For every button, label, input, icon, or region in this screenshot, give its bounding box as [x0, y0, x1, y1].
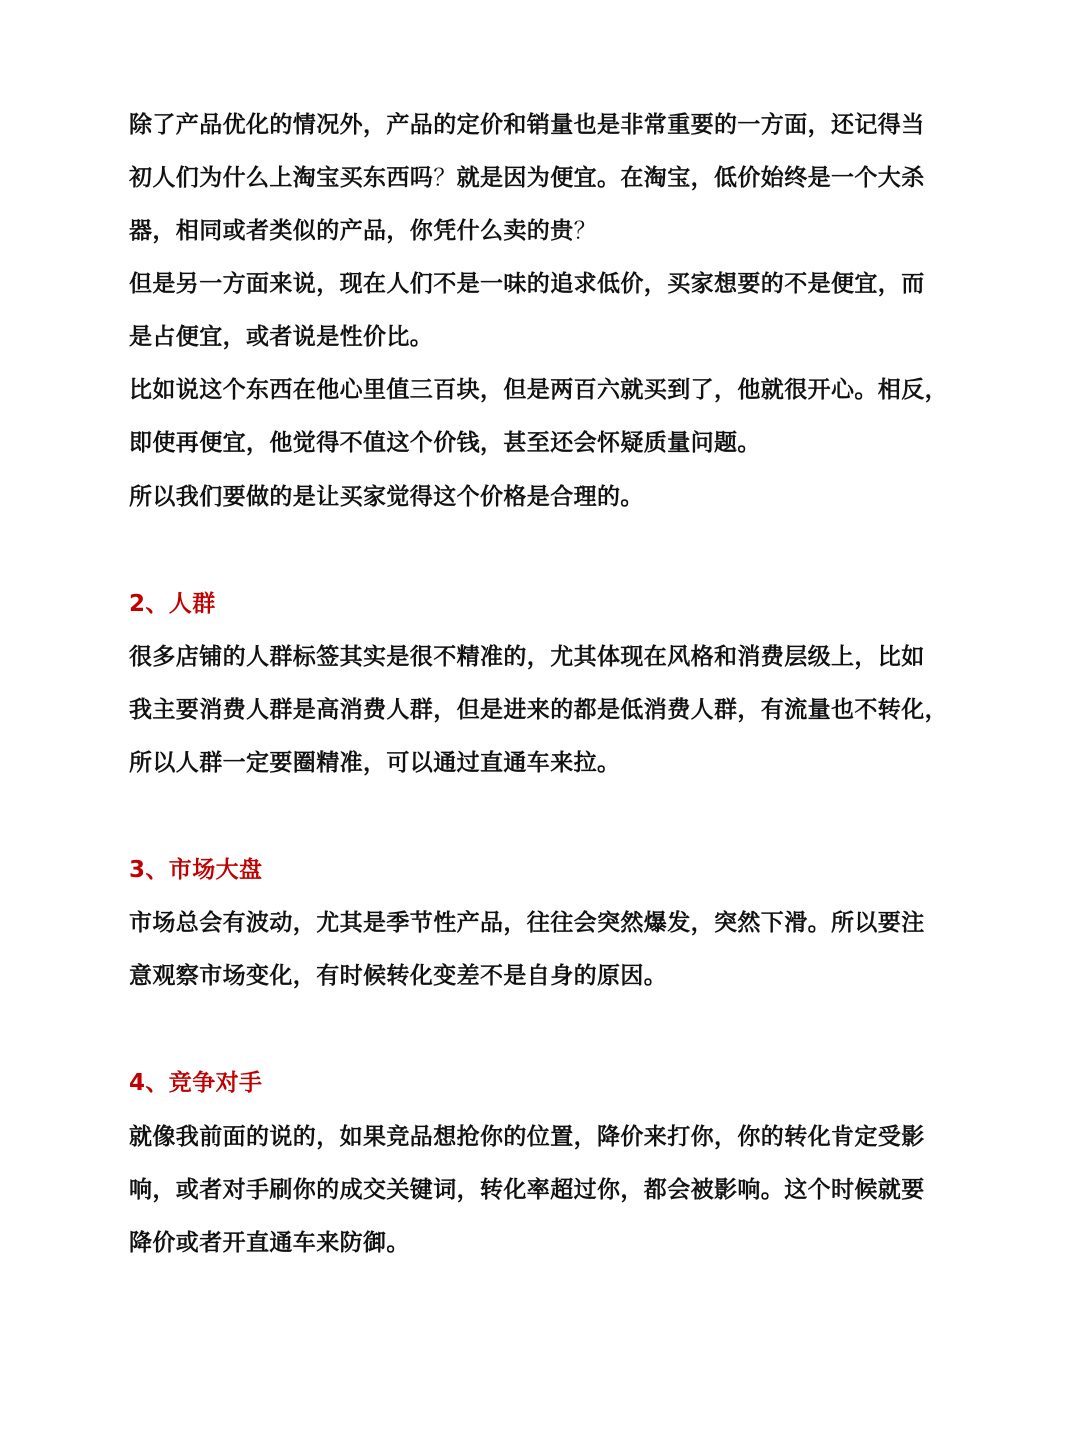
section-3-line-1: [129, 907, 959, 939]
section-4-line-3: 降价或者开直通车来防御。: [129, 1230, 410, 1256]
section-3-line-2: 意观察市场变化，有时候转化变差不是自身的原因。: [129, 963, 668, 989]
section-2-line-1: 很多店铺的人群标签其实是很不精准的，尤其体现在风格和消费层级上，比如: [129, 644, 925, 670]
text-run: 响，或者对手刷你的成交关键词，转化率超过你，都会被影响。: [129, 1177, 785, 1203]
text-run: 器，相同或者类似的产品，你凭什么卖的贵: [129, 218, 574, 244]
paragraph-1-line-2: [129, 162, 959, 194]
section-4-line-1: 就像我前面的说的，如果竞品想抢你的位置，降价来打你，你的转化肯定受影: [129, 1124, 925, 1150]
section-2-line-2: 我主要消费人群是高消费人群，但是进来的都是低消费人群，有流量也不转化，: [129, 697, 948, 723]
text-run: 就是因为便宜。在淘宝，低价始终是一个大杀: [456, 165, 925, 191]
question-mark: ？: [433, 165, 457, 191]
text-run: 初人们为什么上淘宝买东西吗: [129, 165, 434, 191]
text-run-emphasis: 所以要注: [831, 910, 925, 936]
paragraph-2-line-2: 是占便宜，或者说是性价比。: [129, 324, 434, 350]
paragraph-3-line-2: 即使再便宜，他觉得不值这个价钱，甚至还会怀疑质量问题。: [129, 430, 761, 456]
paragraph-2-line-1: [129, 268, 959, 300]
text-run: 但是另一方面来说，现在人们不是一味的追求低价，: [129, 271, 668, 297]
question-mark: ？: [573, 218, 598, 244]
paragraph-3-line-1: 比如说这个东西在他心里值三百块，但是两百六就买到了，他就很开心。相反，: [129, 377, 948, 403]
section-2-line-3: 所以人群一定要圈精准，可以通过直通车来拉。: [129, 750, 621, 776]
section-2-heading: 2、人群: [129, 591, 216, 617]
text-run-emphasis: 买家想要的不是便宜，而: [667, 271, 925, 297]
section-3-heading: 3、市场大盘: [129, 857, 263, 883]
text-run: 市场总会有波动，尤其是季节性产品，往往会突然爆发，突然下滑。: [129, 910, 831, 936]
section-4-line-2: [129, 1174, 959, 1206]
text-run-emphasis: 这个时候就要: [784, 1177, 925, 1203]
paragraph-1-line-3: [129, 215, 959, 247]
section-4-heading: 4、竞争对手: [129, 1070, 263, 1096]
paragraph-4-line-1: 所以我们要做的是让买家觉得这个价格是合理的。: [129, 484, 644, 510]
paragraph-1-line-1: 除了产品优化的情况外，产品的定价和销量也是非常重要的一方面，还记得当: [129, 112, 925, 138]
